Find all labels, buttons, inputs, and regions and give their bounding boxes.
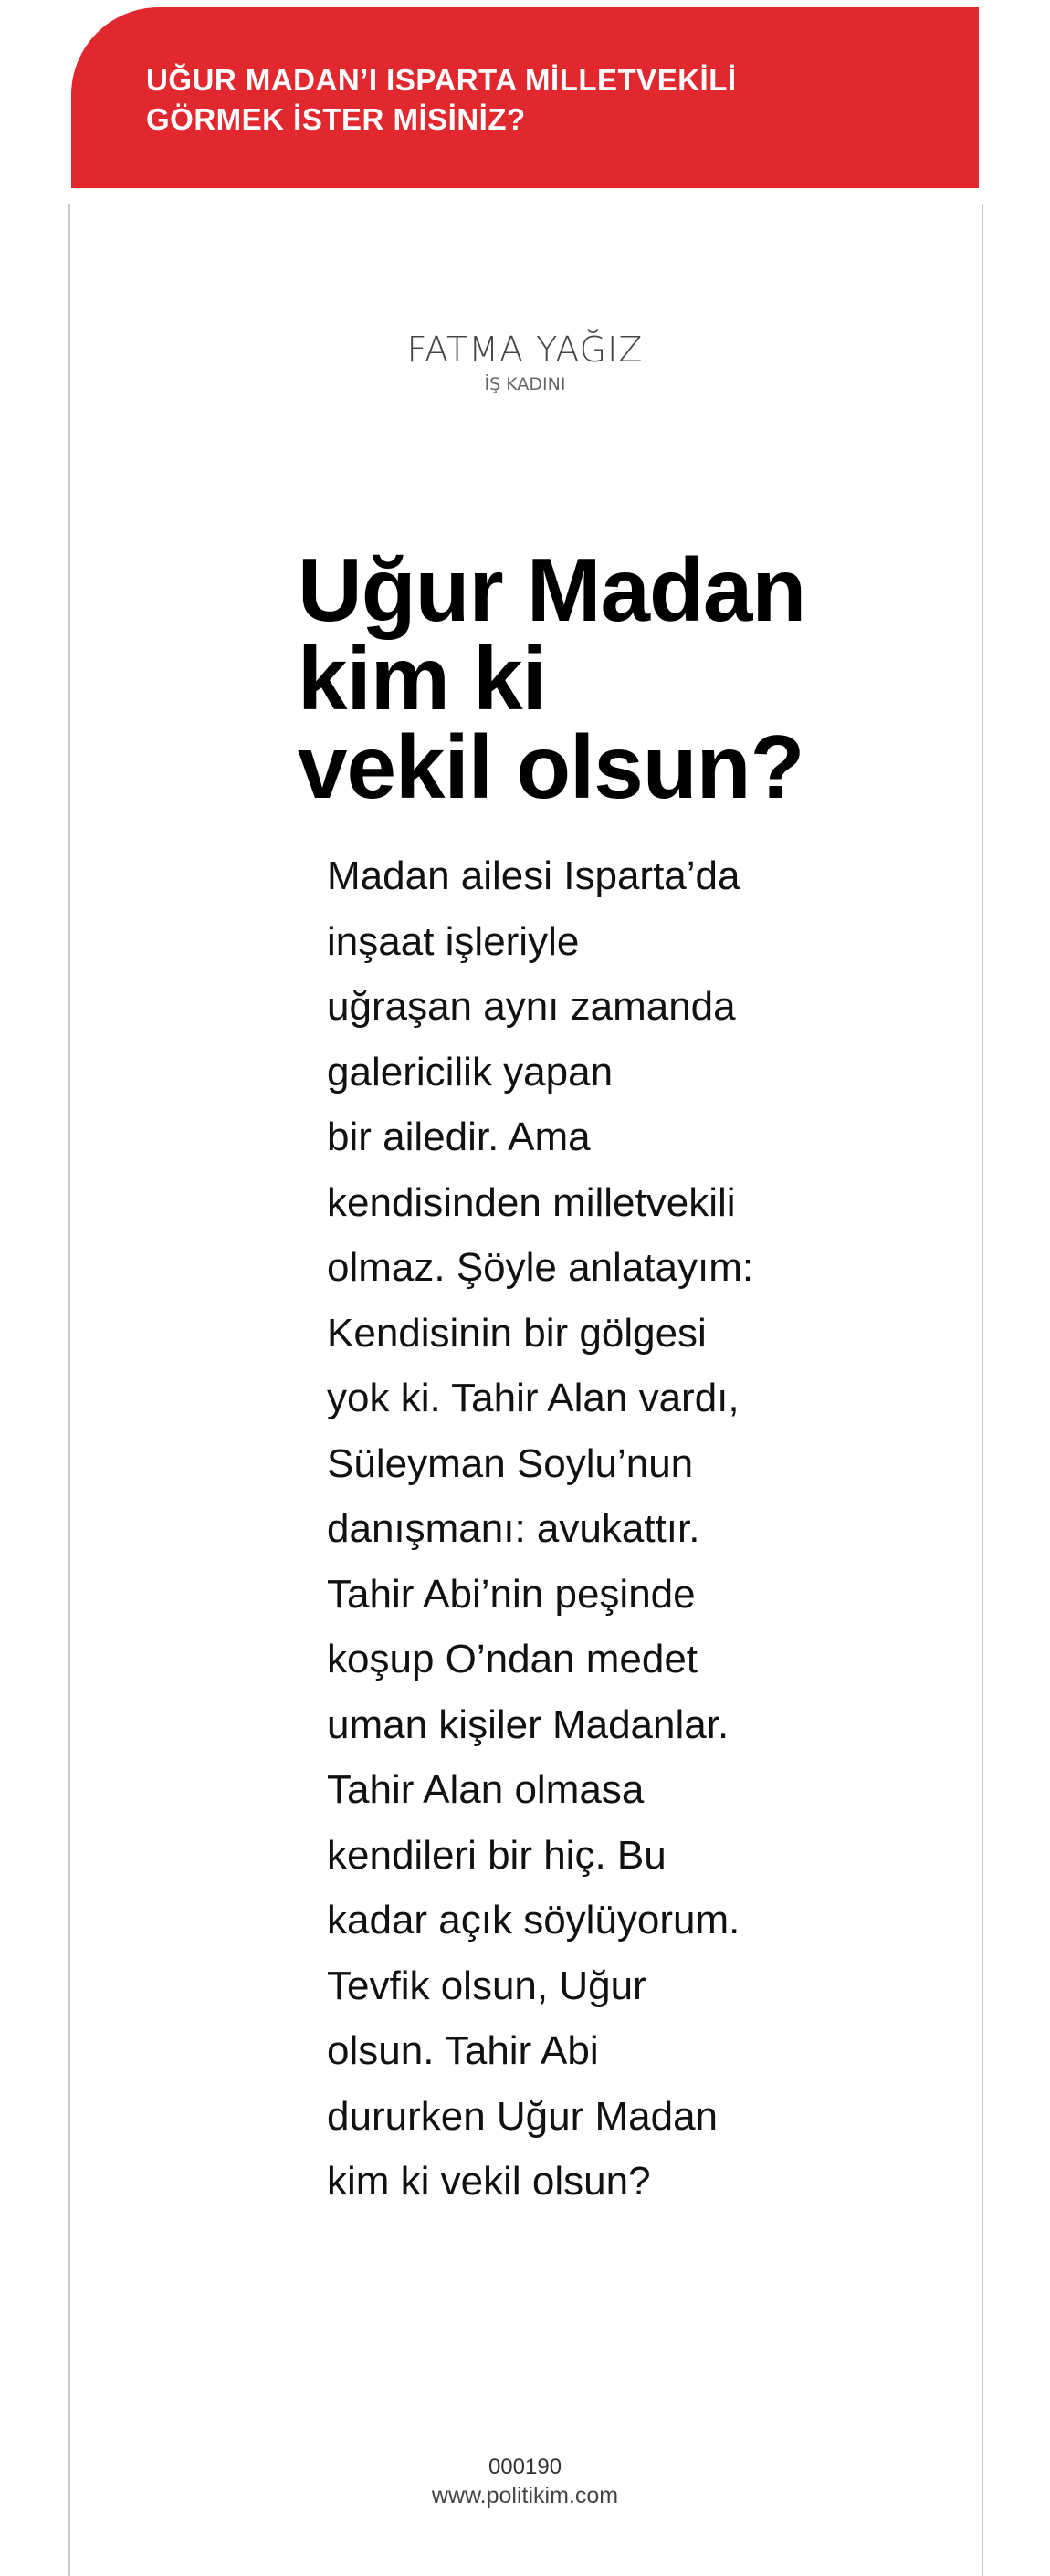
body-line: kendileri bir hiç. Bu bbox=[327, 1832, 667, 1878]
header-banner bbox=[71, 7, 979, 188]
article-body bbox=[327, 843, 765, 2215]
body-line: Tevfik olsun, Uğur bbox=[327, 1963, 646, 2008]
body-line: bir ailedir. Ama bbox=[327, 1115, 591, 1159]
body-line: danışmanı: avukattır. bbox=[327, 1506, 700, 1551]
body-line: uman kişiler Madanlar. bbox=[327, 1702, 730, 1747]
body-line: olsun. Tahir Abi bbox=[327, 2028, 599, 2073]
body-line: inşaat işleriyle bbox=[327, 918, 580, 964]
author-name: FATMA YAĞIZ bbox=[406, 330, 644, 370]
body-line: Tahir Abi’nin peşinde bbox=[327, 1571, 696, 1617]
body-line: Tahir Alan olmasa bbox=[327, 1767, 645, 1812]
body-line: kadar açık söylüyorum. bbox=[327, 1898, 740, 1942]
body-line: kim ki vekil olsun? bbox=[327, 2159, 651, 2204]
body-line: Kendisinin bir gölgesi bbox=[327, 1310, 707, 1356]
body-line: Madan ailesi Isparta’da bbox=[327, 853, 740, 898]
author-title: İŞ KADINI bbox=[484, 374, 566, 394]
body-line: yok ki. Tahir Alan vardı, bbox=[327, 1376, 740, 1420]
headline-line: kim ki bbox=[298, 628, 546, 728]
body-line: galericilik yapan bbox=[327, 1049, 614, 1094]
body-line: olmaz. Şöyle anlatayım: bbox=[327, 1245, 754, 1290]
banner-title-line-2: GÖRMEK İSTER MİSİNİZ? bbox=[146, 102, 526, 136]
author-block bbox=[0, 329, 1050, 396]
body-line: Süleyman Soylu’nun bbox=[327, 1440, 694, 1486]
body-line: dururken Uğur Madan bbox=[327, 2093, 719, 2139]
footer-code: 000190 bbox=[488, 2455, 562, 2479]
headline-line: Uğur Madan bbox=[298, 539, 806, 640]
body-line: kendisinden milletvekili bbox=[327, 1179, 736, 1225]
body-line: koşup O’ndan medet bbox=[327, 1637, 698, 1681]
article-headline bbox=[298, 539, 809, 817]
body-line: uğraşan aynı zamanda bbox=[327, 984, 736, 1029]
banner-title-line-1: UĞUR MADAN’I ISPARTA MİLLETVEKİLİ bbox=[146, 63, 737, 97]
headline-line: vekil olsun? bbox=[298, 717, 804, 817]
footer-website-link[interactable]: www.politikim.com bbox=[431, 2483, 619, 2508]
page-footer bbox=[0, 2454, 1050, 2510]
